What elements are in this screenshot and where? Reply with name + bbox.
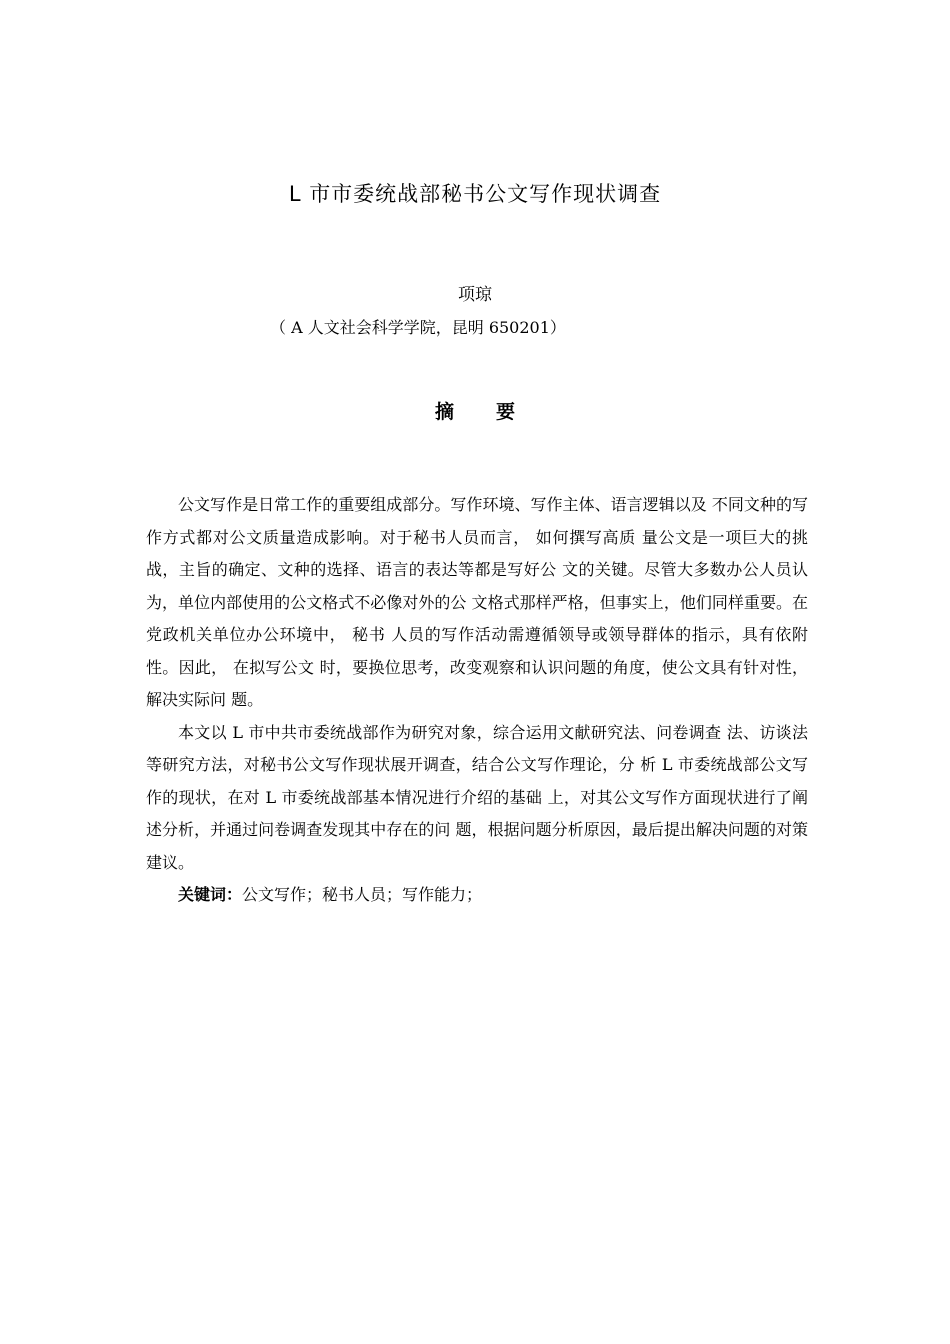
- keywords-text: 公文写作；秘书人员；写作能力；: [242, 885, 483, 904]
- keywords-line: [146, 879, 808, 912]
- paper-title: L 市市委统战部秘书公文写作现状调查: [288, 182, 662, 206]
- abstract-heading: 摘要: [434, 401, 557, 423]
- abstract-paragraph-1: 公文写作是日常工作的重要组成部分。写作环境、写作主体、语言逻辑以及 不同文种的写作方式都对公文质量造成影响。对于秘书人员而言， 如何撰写高质 量公文是一项巨大的挑战，主旨的确定、文种的选择、语言的表达等都是写好公 文的关键。尽管大多数办公人员认为，单位内部使用的公文格式不必像对外的公 文格式那样严格，但事实上，他们同样重要。在党政机关单位办公环境中， 秘书 人员的写作活动需遵循领导或领导群体的指示，具有依附性。因此， 在拟写公文 时，要换位思考，改变观察和认识问题的角度，使公文具有针对性，解决实际问 题。: [146, 495, 808, 709]
- author-name: 项琼: [458, 285, 492, 305]
- keywords-label: 关键词：: [178, 885, 243, 904]
- abstract-paragraph-2: 本文以 L 市中共市委统战部作为研究对象，综合运用文献研究法、问卷调查 法、访谈法等研究方法，对秘书公文写作现状展开调查，结合公文写作理论，分 析 L 市委统战部公文写作的现状，在对 L 市委统战部基本情况进行介绍的基础 上，对其公文写作方面现状进行了阐述分析，并通过问卷调查发现其中存在的问 题，根据问题分析原因，最后提出解决问题的对策建议。: [146, 722, 808, 872]
- abstract-body: [146, 489, 808, 912]
- author-affiliation: （ A 人文社会科学学院，昆明 650201）: [270, 318, 566, 337]
